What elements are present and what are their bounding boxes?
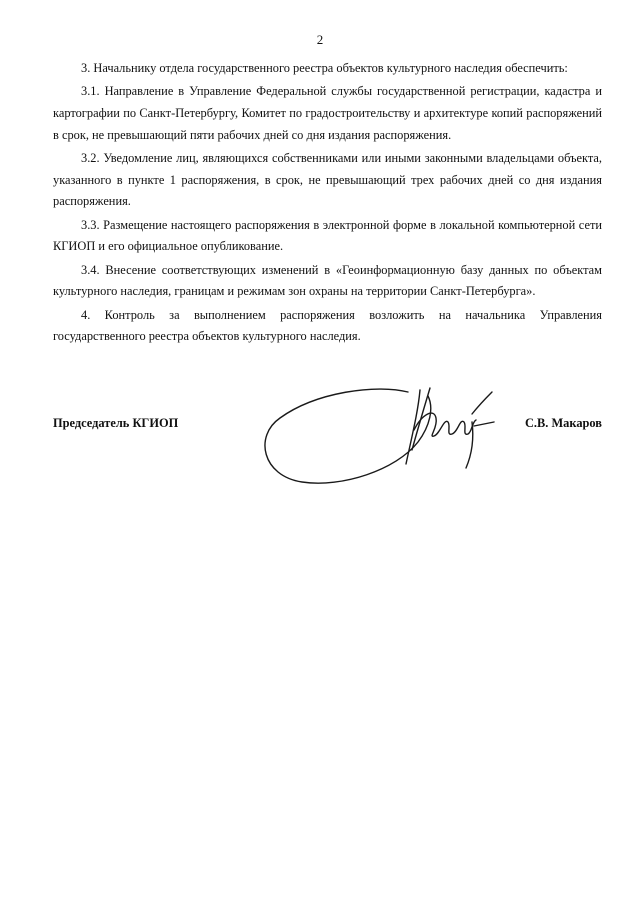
handwritten-signature	[258, 378, 498, 493]
paragraph-3-2: 3.2. Уведомление лиц, являющихся собственниками или иными законными владельцами объекта, указанного в пункте 1 распоряжения, в срок, не превышающий трех рабочих дней со дня издания распоряжения.	[53, 150, 602, 209]
paragraph-4: 4. Контроль за выполнением распоряжения возложить на начальника Управления государственного реестра объектов культурного наследия.	[53, 307, 602, 344]
paragraph-3: 3. Начальнику отдела государственного реестра объектов культурного наследия обеспечить:	[81, 61, 568, 75]
signatory-title: Председатель КГИОП	[53, 416, 179, 430]
document-body	[53, 58, 602, 350]
paragraph-3-1: 3.1. Направление в Управление Федеральной службы государственной регистрации, кадастра и картографии по Санкт-Петербургу, Комитет по градостроительству и архитектуре копий распоряжений в срок, не превышающий пяти рабочих дней со дня издания распоряжения.	[53, 84, 602, 142]
signature-block	[53, 378, 602, 498]
paragraph-3-3: 3.3. Размещение настоящего распоряжения в электронной форме в локальной компьютерной сети КГИОП и его официальное опубликование.	[53, 217, 602, 254]
paragraph-3-4: 3.4. Внесение соответствующих изменений в «Геоинформационную базу данных по объектам культурного наследия, границам и режимам зон охраны на территории Санкт-Петербурга».	[53, 262, 602, 299]
signatory-name: С.В. Макаров	[524, 416, 602, 430]
page-number: 2	[316, 32, 324, 47]
